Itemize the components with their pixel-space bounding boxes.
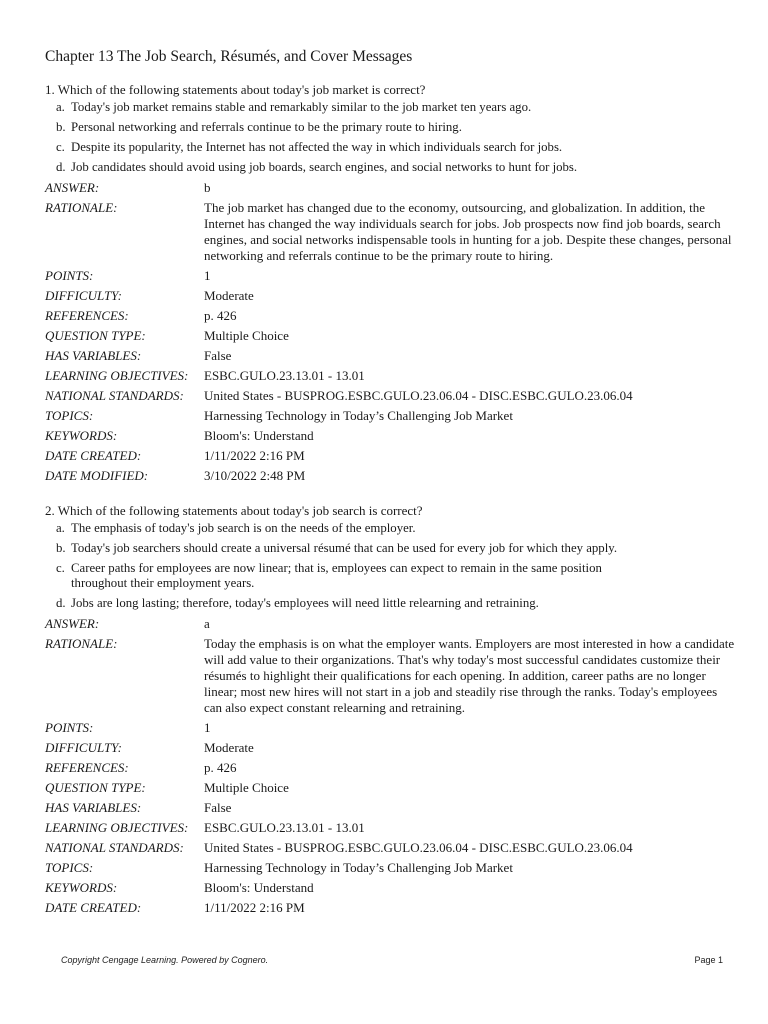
footer-copyright: Copyright Cengage Learning. Powered by Cognero.	[61, 955, 269, 965]
metadata-row	[45, 268, 735, 288]
metadata-value: Today the emphasis is on what the employer wants. Employers are most interested in how a candidate will add value to their organizations. That's why today's most successful candidates customize their résumés to highlight their qualifications for each opening. In addition, career paths are no longer linear; most new hires will not start in a job and steadily rise through the ranks. Today's employees can also expect constant relearning and retraining.	[204, 636, 735, 715]
metadata-label: ANSWER:	[45, 616, 100, 631]
metadata-value: Multiple Choice	[204, 328, 289, 343]
metadata-row	[45, 720, 735, 740]
answer-option	[56, 521, 636, 536]
chapter-title: Chapter 13 The Job Search, Résumés, and Cover Messages	[45, 48, 413, 65]
option-text: Today's job searchers should create a universal résumé that can be used for every job for which they apply.	[71, 541, 618, 555]
metadata-label: DATE CREATED:	[45, 448, 142, 463]
metadata-row	[45, 388, 735, 408]
question-metadata	[45, 616, 735, 920]
metadata-value: p. 426	[204, 760, 237, 775]
metadata-label: KEYWORDS:	[45, 428, 118, 443]
metadata-label: REFERENCES:	[45, 308, 129, 323]
metadata-value: Multiple Choice	[204, 780, 289, 795]
option-text: Today's job market remains stable and remarkably similar to the job market ten years ago.	[71, 100, 532, 114]
answer-option	[56, 596, 636, 611]
option-text: The emphasis of today's job search is on the needs of the employer.	[71, 521, 416, 535]
metadata-row	[45, 368, 735, 388]
metadata-label: POINTS:	[45, 268, 94, 283]
answer-option	[56, 100, 636, 115]
question-block	[45, 502, 735, 920]
metadata-label: DIFFICULTY:	[45, 288, 122, 303]
metadata-label: POINTS:	[45, 720, 94, 735]
metadata-value: Bloom's: Understand	[204, 880, 314, 895]
question-stem: 2. Which of the following statements about today's job search is correct?	[45, 503, 423, 518]
metadata-label: RATIONALE:	[45, 636, 118, 651]
metadata-value: a	[204, 616, 210, 631]
metadata-label: TOPICS:	[45, 860, 94, 875]
option-text: Jobs are long lasting; therefore, today's employees will need little relearning and retraining.	[71, 596, 539, 610]
metadata-label: TOPICS:	[45, 408, 94, 423]
option-text: Career paths for employees are now linear; that is, employees can expect to remain in the same position throughout their employment years.	[71, 561, 602, 590]
question-list	[45, 81, 735, 920]
metadata-value: United States - BUSPROG.ESBC.GULO.23.06.04 - DISC.ESBC.GULO.23.06.04	[204, 388, 633, 403]
metadata-value: Harnessing Technology in Today’s Challenging Job Market	[204, 860, 513, 875]
option-letter: d.	[56, 160, 66, 174]
metadata-value: Moderate	[204, 740, 254, 755]
metadata-label: DATE MODIFIED:	[45, 468, 149, 483]
metadata-row	[45, 468, 735, 488]
answer-option	[56, 120, 636, 135]
metadata-row	[45, 428, 735, 448]
metadata-value: The job market has changed due to the economy, outsourcing, and globalization. In addition, the Internet has changed the way individuals search for jobs. Job prospects now find job boards, search engines, and social networks indispensable tools in hunting for a job. Despite these changes, personal networking and referrals continue to be the primary route to hiring.	[204, 200, 732, 263]
metadata-label: ANSWER:	[45, 180, 100, 195]
metadata-row	[45, 328, 735, 348]
metadata-value: False	[204, 800, 232, 815]
metadata-row	[45, 288, 735, 308]
metadata-row	[45, 200, 735, 268]
metadata-row	[45, 308, 735, 328]
option-letter: c.	[56, 561, 65, 575]
metadata-value: ESBC.GULO.23.13.01 - 13.01	[204, 368, 365, 383]
metadata-label: LEARNING OBJECTIVES:	[45, 368, 189, 383]
metadata-value: 1/11/2022 2:16 PM	[204, 900, 305, 915]
metadata-row	[45, 616, 735, 636]
metadata-label: HAS VARIABLES:	[45, 348, 142, 363]
metadata-label: QUESTION TYPE:	[45, 780, 146, 795]
metadata-row	[45, 840, 735, 860]
answer-options	[56, 100, 636, 175]
metadata-row	[45, 880, 735, 900]
metadata-row	[45, 760, 735, 780]
metadata-row	[45, 860, 735, 880]
metadata-value: Moderate	[204, 288, 254, 303]
metadata-value: 3/10/2022 2:48 PM	[204, 468, 306, 483]
metadata-label: DATE CREATED:	[45, 900, 142, 915]
metadata-label: HAS VARIABLES:	[45, 800, 142, 815]
answer-option	[56, 140, 636, 155]
metadata-label: LEARNING OBJECTIVES:	[45, 820, 189, 835]
metadata-row	[45, 780, 735, 800]
metadata-value: United States - BUSPROG.ESBC.GULO.23.06.04 - DISC.ESBC.GULO.23.06.04	[204, 840, 633, 855]
metadata-row	[45, 636, 735, 720]
metadata-row	[45, 900, 735, 920]
metadata-value: 1/11/2022 2:16 PM	[204, 448, 305, 463]
metadata-value: Harnessing Technology in Today’s Challenging Job Market	[204, 408, 513, 423]
metadata-label: DIFFICULTY:	[45, 740, 122, 755]
option-letter: d.	[56, 596, 66, 610]
option-letter: c.	[56, 140, 65, 154]
metadata-value: Bloom's: Understand	[204, 428, 314, 443]
answer-options	[56, 521, 636, 611]
metadata-label: RATIONALE:	[45, 200, 118, 215]
metadata-row	[45, 348, 735, 368]
question-block	[45, 81, 735, 488]
answer-option	[56, 541, 636, 556]
option-letter: b.	[56, 541, 66, 555]
metadata-value: ESBC.GULO.23.13.01 - 13.01	[204, 820, 365, 835]
metadata-value: False	[204, 348, 232, 363]
metadata-row	[45, 180, 735, 200]
option-letter: a.	[56, 100, 65, 114]
option-text: Personal networking and referrals continue to be the primary route to hiring.	[71, 120, 462, 134]
question-metadata	[45, 180, 735, 488]
question-stem: 1. Which of the following statements about today's job market is correct?	[45, 82, 426, 97]
metadata-row	[45, 448, 735, 468]
option-letter: b.	[56, 120, 66, 134]
metadata-row	[45, 408, 735, 428]
option-letter: a.	[56, 521, 65, 535]
metadata-value: 1	[204, 268, 211, 283]
footer-page-number: Page 1	[694, 955, 723, 965]
option-text: Job candidates should avoid using job boards, search engines, and social networks to hunt for jobs.	[71, 160, 578, 174]
metadata-row	[45, 740, 735, 760]
answer-option	[56, 561, 636, 591]
document-page	[45, 47, 735, 934]
answer-option	[56, 160, 636, 175]
metadata-label: NATIONAL STANDARDS:	[45, 388, 184, 403]
metadata-value: 1	[204, 720, 211, 735]
metadata-label: REFERENCES:	[45, 760, 129, 775]
metadata-label: NATIONAL STANDARDS:	[45, 840, 184, 855]
metadata-value: b	[204, 180, 211, 195]
metadata-row	[45, 800, 735, 820]
metadata-row	[45, 820, 735, 840]
option-text: Despite its popularity, the Internet has not affected the way in which individuals search for jobs.	[71, 140, 563, 154]
metadata-label: KEYWORDS:	[45, 880, 118, 895]
metadata-value: p. 426	[204, 308, 237, 323]
metadata-label: QUESTION TYPE:	[45, 328, 146, 343]
